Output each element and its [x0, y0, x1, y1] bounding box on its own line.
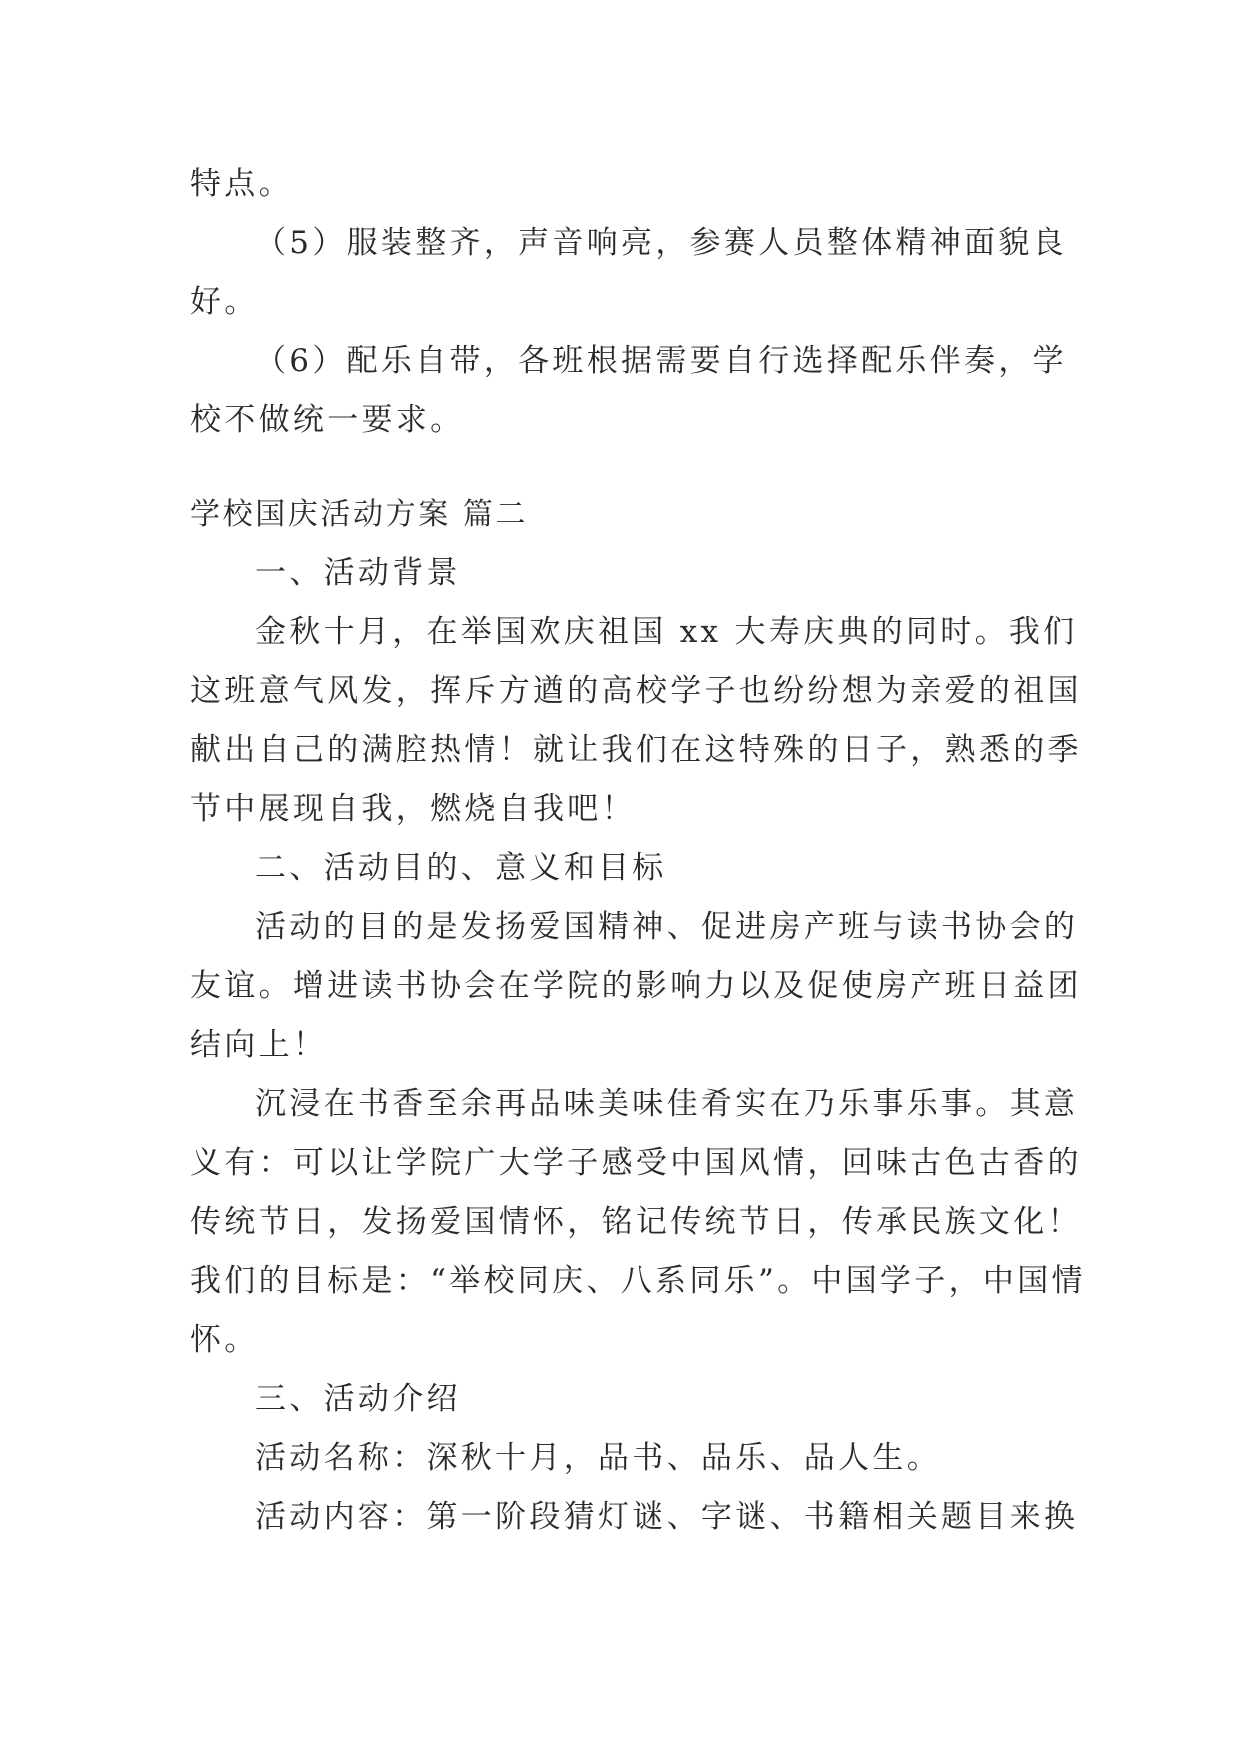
- heading-activity-intro: 三、活动介绍: [255, 1381, 461, 1417]
- paragraph-line: 活动的目的是发扬爱国精神、促进房产班与读书协会的: [255, 909, 1079, 945]
- paragraph-line: 特点。: [190, 166, 293, 202]
- section-title: 学校国庆活动方案 篇二: [190, 497, 529, 532]
- paragraph-line: 这班意气风发，挥斥方遒的高校学子也纷纷想为亲爱的祖国: [190, 673, 1082, 709]
- paragraph-line: 校不做统一要求。: [190, 402, 465, 438]
- heading-activity-purpose: 二、活动目的、意义和目标: [255, 850, 667, 886]
- paragraph-line: 我们的目标是：“举校同庆、八系同乐”。中国学子，中国情: [190, 1263, 1086, 1299]
- paragraph-line: 友谊。增进读书协会在学院的影响力以及促使房产班日益团: [190, 968, 1082, 1004]
- activity-content-line: 活动内容：第一阶段猜灯谜、字谜、书籍相关题目来换: [255, 1499, 1079, 1535]
- activity-name-line: 活动名称：深秋十月，品书、品乐、品人生。: [255, 1440, 941, 1476]
- paragraph-line: 沉浸在书香至余再品味美味佳肴实在乃乐事乐事。其意: [255, 1086, 1079, 1122]
- paragraph-line: 献出自己的满腔热情！就让我们在这特殊的日子，熟悉的季: [190, 732, 1082, 768]
- list-item-6: （6）配乐自带，各班根据需要自行选择配乐伴奏，学: [255, 343, 1067, 379]
- document-body: [190, 155, 1086, 1547]
- paragraph-line: 传统节日，发扬爱国情怀，铭记传统节日，传承民族文化！: [190, 1204, 1082, 1240]
- paragraph-line: 怀。: [190, 1322, 259, 1358]
- paragraph-line: 好。: [190, 284, 259, 320]
- paragraph-line: 金秋十月，在举国欢庆祖国 xx 大寿庆典的同时。我们: [255, 614, 1078, 650]
- paragraph-line: 结向上！: [190, 1027, 328, 1063]
- paragraph-line: 节中展现自我，燃烧自我吧！: [190, 791, 636, 827]
- heading-activity-background: 一、活动背景: [255, 555, 461, 591]
- paragraph-line: 义有：可以让学院广大学子感受中国风情，回味古色古香的: [190, 1145, 1082, 1181]
- list-item-5: （5）服装整齐，声音响亮，参赛人员整体精神面貌良: [255, 225, 1067, 261]
- section-gap: [190, 450, 1050, 485]
